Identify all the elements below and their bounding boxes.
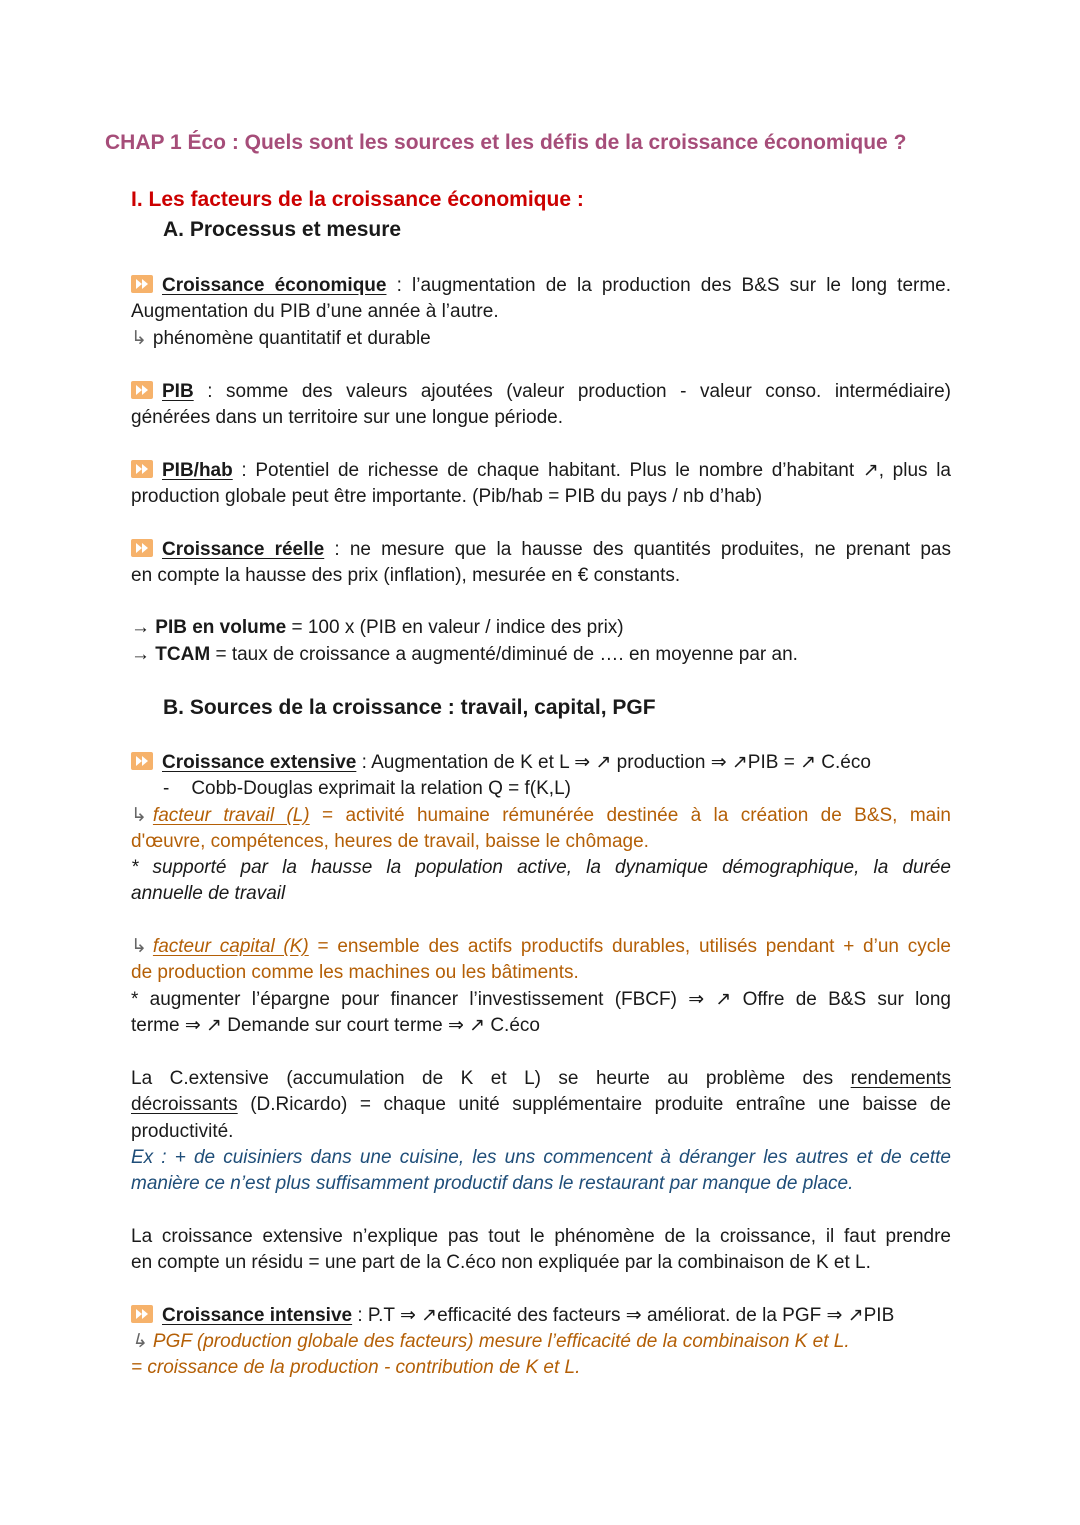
text-line: * supporté par la hausse la population active, la dynamique démographique, la durée — [131, 857, 951, 878]
def-croissance-reelle: Croissance réelle : ne mesure que la hausse des quantités produites, ne prenant pas — [131, 537, 951, 563]
def-croissance-economique: Croissance économique : l’augmentation de la production des B&S sur le long terme. — [131, 273, 951, 299]
fast-forward-icon — [131, 275, 153, 293]
text-line: ↳ PGF (production globale des facteurs) mesure l’efficacité de la combinaison K et L. — [131, 1331, 850, 1352]
fast-forward-icon — [131, 381, 153, 399]
page-title: CHAP 1 Éco : Quels sont les sources et les défis de la croissance économique ? — [105, 131, 907, 154]
text-line: = croissance de la production - contribution de K et L. — [131, 1357, 581, 1378]
example-line: manière ce n’est plus suffisamment productif dans le restaurant par manque de place. — [131, 1173, 854, 1194]
def-pib-hab: PIB/hab : Potentiel de richesse de chaque habitant. Plus le nombre d’habitant ↗, plus la — [131, 458, 951, 484]
return-arrow-icon: ↳ — [131, 1331, 147, 1352]
rendements-paragraph: La C.extensive (accumulation de K et L) se heurte au problème des rendements — [131, 1068, 951, 1089]
text-line: générées dans un territoire sur une longue période. — [131, 407, 564, 428]
def-croissance-intensive: Croissance intensive : P.T ⇒ ↗efficacité des facteurs ⇒ améliorat. de la PGF ⇒ ↗PIB — [131, 1303, 951, 1329]
example-line: Ex : + de cuisiniers dans une cuisine, les uns commencent à déranger les autres et de cette — [131, 1147, 951, 1168]
fast-forward-icon — [131, 752, 153, 770]
fast-forward-icon — [131, 460, 153, 478]
text-line: ↳ phénomène quantitatif et durable — [131, 328, 431, 349]
text-line: en compte un résidu = une part de la C.éco non expliquée par la combinaison de K et L. — [131, 1252, 871, 1273]
fast-forward-icon — [131, 539, 153, 557]
text-line: en compte la hausse des prix (inflation), mesurée en € constants. — [131, 565, 681, 586]
text-line: annuelle de travail — [131, 883, 286, 904]
formula-tcam: → TCAM = taux de croissance a augmenté/diminué de …. en moyenne par an. — [131, 644, 798, 665]
text-line: décroissants (D.Ricardo) = chaque unité supplémentaire produite entraîne une baisse de — [131, 1094, 951, 1115]
right-arrow-icon: → — [131, 644, 150, 665]
text-line: Augmentation du PIB d’une année à l’autre. — [131, 301, 499, 322]
return-arrow-icon: ↳ — [131, 328, 147, 349]
fast-forward-icon — [131, 1305, 153, 1323]
return-arrow-icon: ↳ — [131, 805, 147, 826]
text-line: terme ⇒ ↗ Demande sur court terme ⇒ ↗ C.éco — [131, 1015, 540, 1036]
formula-pib-volume: → PIB en volume = 100 x (PIB en valeur / indice des prix) — [131, 617, 624, 638]
right-arrow-icon: → — [131, 617, 150, 638]
def-facteur-travail: ↳ facteur travail (L) = activité humaine rémunérée destinée à la création de B&S, main — [131, 805, 951, 826]
text-line: * augmenter l’épargne pour financer l’investissement (FBCF) ⇒ ↗ Offre de B&S sur long — [131, 989, 951, 1010]
return-arrow-icon: ↳ — [131, 936, 147, 957]
def-facteur-capital: ↳ facteur capital (K) = ensemble des actifs productifs durables, utilisés pendant + d’un cycle — [131, 936, 951, 957]
text-line: d'œuvre, compétences, heures de travail, baisse le chômage. — [131, 831, 649, 852]
def-croissance-extensive: Croissance extensive : Augmentation de K et L ⇒ ↗ production ⇒ ↗PIB = ↗ C.éco — [131, 750, 951, 776]
residu-paragraph: La croissance extensive n’explique pas tout le phénomène de la croissance, il faut prendre — [131, 1226, 951, 1247]
subheading-b: B. Sources de la croissance : travail, capital, PGF — [163, 696, 656, 719]
text-line: production globale peut être importante. (Pib/hab = PIB du pays / nb d’hab) — [131, 486, 763, 507]
section-heading-1: I. Les facteurs de la croissance économique : — [131, 188, 584, 211]
def-pib: PIB : somme des valeurs ajoutées (valeur production - valeur conso. intermédiaire) — [131, 379, 951, 405]
bullet-cobb-douglas: - Cobb-Douglas exprimait la relation Q = f(K,L) — [163, 778, 571, 799]
subheading-a: A. Processus et mesure — [163, 218, 402, 241]
text-line: de production comme les machines ou les bâtiments. — [131, 962, 579, 983]
text-line: productivité. — [131, 1121, 234, 1142]
